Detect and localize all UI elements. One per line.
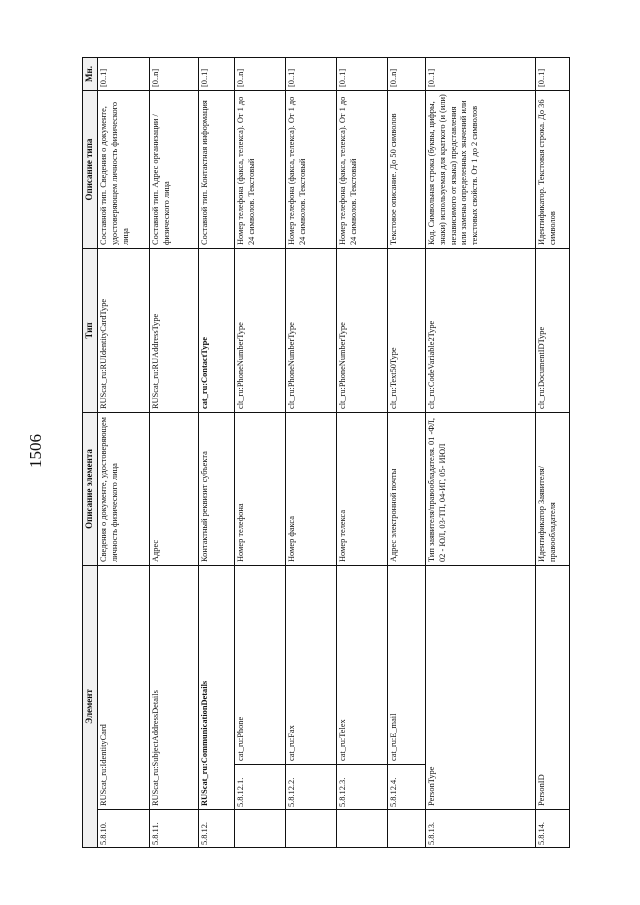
element-name: RUScat_ru:CommunicationDetails <box>199 566 235 810</box>
element-description: Тип заявителя/правообладателя. 01 -ФЛ, 02 - ЮЛ, 03-ТП, 04-ИГ, 05- ИЮЛ <box>426 413 536 566</box>
table-row <box>536 58 570 848</box>
table-row <box>388 58 426 848</box>
table-row <box>286 58 337 848</box>
multiplicity: [0..1] <box>199 58 235 91</box>
header-type-description: Описание типа <box>83 91 98 249</box>
indent-cell <box>337 810 388 848</box>
type-description: Составной тип. Сведения о документе, удостоверяющем личность физического лица <box>98 91 150 249</box>
table-row <box>426 58 536 848</box>
element-name: PersonType <box>426 566 536 810</box>
type-description: Составной тип. Контактная информация <box>199 91 235 249</box>
row-number: 5.8.11. <box>150 810 199 848</box>
multiplicity: [0..n] <box>235 58 286 91</box>
type-description: Код. Символьная строка (буквы, цифры, знаки) используемая для краткого (и (или) независимого от языка) представления или замены определенных значений или текстовых свойств. От 1 до 2 символов <box>426 91 536 249</box>
type-description: Идентификатор. Текстовая строка. До 36 символов <box>536 91 570 249</box>
element-name: RUScat_ru:SubjectAddressDetails <box>150 566 199 810</box>
element-description: Адрес <box>150 413 199 566</box>
indent-cell <box>235 810 286 848</box>
multiplicity: [0..1] <box>286 58 337 91</box>
type-description: Текстовое описание. До 50 символов <box>388 91 426 249</box>
element-description: Адрес электронной почты <box>388 413 426 566</box>
multiplicity: [0..1] <box>536 58 570 91</box>
indent-cell <box>286 810 337 848</box>
row-number: 5.8.12.2. <box>286 765 337 810</box>
element-name: cat_ru:Fax <box>286 566 337 765</box>
row-number: 5.8.10. <box>98 810 150 848</box>
row-number: 5.8.12.1. <box>235 765 286 810</box>
type-name: cat_ru:ContactType <box>199 249 235 413</box>
element-name: cat_ru:E_mail <box>388 566 426 765</box>
type-name: clt_ru:PhoneNumberType <box>286 249 337 413</box>
row-number: 5.8.12. <box>199 810 235 848</box>
type-name: clt_ru:PhoneNumberType <box>337 249 388 413</box>
element-description: Сведения о документе, удостоверяющем личность физического лица <box>98 413 150 566</box>
header-element: Элемент <box>83 566 98 848</box>
header-type: Тип <box>83 249 98 413</box>
table-header-row <box>83 58 98 848</box>
type-description: Номер телефона (факса, телекса). От 1 до 24 символов. Текстовый <box>286 91 337 249</box>
element-description: Номер телекса <box>337 413 388 566</box>
element-description: Номер телефона <box>235 413 286 566</box>
table-row <box>235 58 286 848</box>
type-name: RUScat_ru:RUAddressType <box>150 249 199 413</box>
table-row <box>199 58 235 848</box>
type-name: clt_ru:Text50Type <box>388 249 426 413</box>
table-row <box>337 58 388 848</box>
element-name: PersonID <box>536 566 570 810</box>
page-number: 1506 <box>26 434 45 468</box>
row-number: 5.8.14. <box>536 810 570 848</box>
multiplicity: [0..1] <box>98 58 150 91</box>
multiplicity: [0..n] <box>388 58 426 91</box>
type-name: clt_ru:DocumentIDType <box>536 249 570 413</box>
type-description: Номер телефона (факса, телекса). От 1 до 24 символов. Текстовый <box>337 91 388 249</box>
indent-cell <box>388 810 426 848</box>
type-name: clt_ru:CodeVariable2Type <box>426 249 536 413</box>
element-description: Идентификатор Заявителя/правообладателя <box>536 413 570 566</box>
element-description: Контактный реквизит субъекта <box>199 413 235 566</box>
element-name: cat_ru:Telex <box>337 566 388 765</box>
multiplicity: [0..n] <box>150 58 199 91</box>
header-multiplicity: Мн. <box>83 58 98 91</box>
element-description: Номер факса <box>286 413 337 566</box>
row-number: 5.8.12.4. <box>388 765 426 810</box>
element-name: RUScat_ru:IdentityCard <box>98 566 150 810</box>
multiplicity: [0..1] <box>426 58 536 91</box>
type-name: RUScat_ru:RUIdentityCardType <box>98 249 150 413</box>
elements-table <box>82 57 570 848</box>
rotated-table-container <box>82 58 566 848</box>
type-description: Составной тип. Адрес организации / физического лица <box>150 91 199 249</box>
multiplicity: [0..1] <box>337 58 388 91</box>
table-row <box>150 58 199 848</box>
type-name: clt_ru:PhoneNumberType <box>235 249 286 413</box>
row-number: 5.8.12.3. <box>337 765 388 810</box>
row-number: 5.8.13. <box>426 810 536 848</box>
element-name: cat_ru:Phone <box>235 566 286 765</box>
type-description: Номер телефона (факса, телекса). От 1 до 24 символов. Текстовый <box>235 91 286 249</box>
header-element-description: Описание элемента <box>83 413 98 566</box>
table-row <box>98 58 150 848</box>
